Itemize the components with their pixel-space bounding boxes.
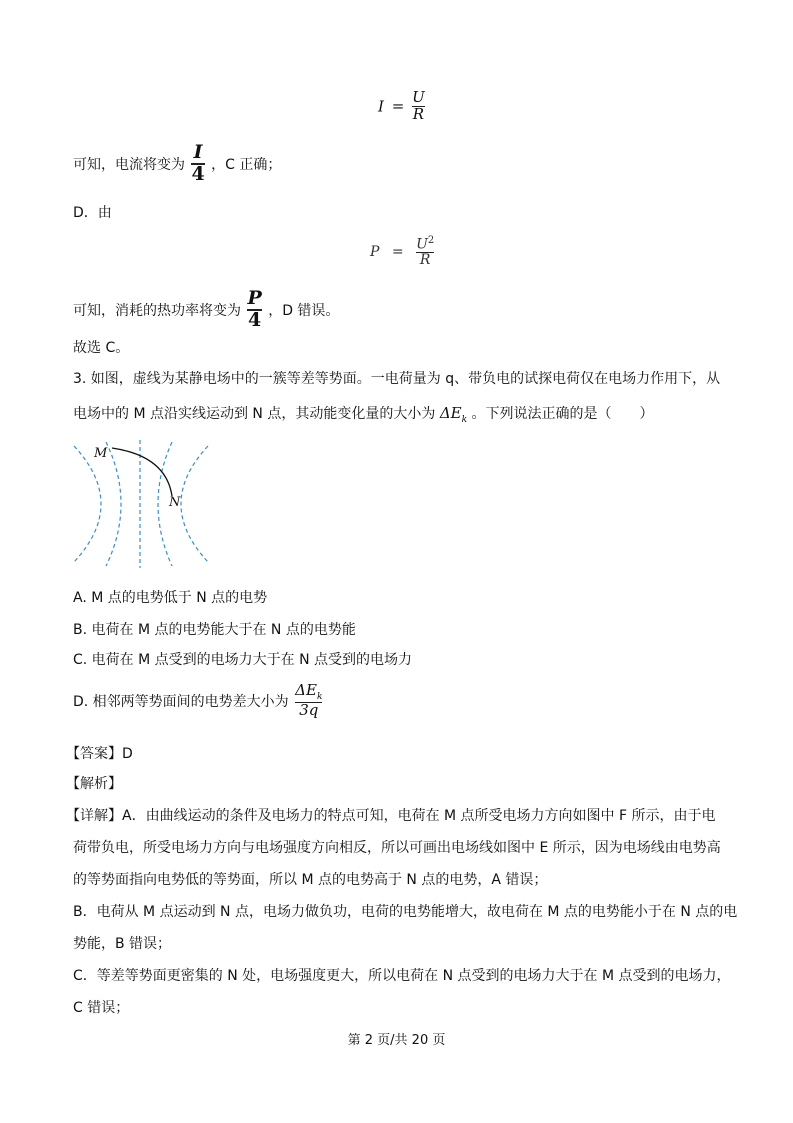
- answer-line: 【答案】D: [66, 746, 133, 762]
- power-line-den: 4: [247, 308, 262, 331]
- delta-ek-main: ΔE: [439, 404, 462, 422]
- current-line: [73, 143, 281, 185]
- power-num-wrap: [416, 236, 434, 252]
- choose-line: 故选 C。: [73, 340, 130, 356]
- current-frac-den: 4: [191, 162, 205, 185]
- page-footer: 第 2 页/共 20 页: [347, 1033, 446, 1048]
- trajectory-curve: [112, 448, 172, 496]
- option-b: B. 电荷在 M 点的电势能大于在 N 点的电势能: [73, 622, 356, 638]
- option-a: A. M 点的电势低于 N 点的电势: [73, 590, 268, 606]
- label-m: M: [94, 446, 108, 461]
- explanation-line-7: C 错误；: [73, 1000, 130, 1016]
- ohm-lhs: I: [378, 97, 384, 116]
- ohm-formula: [378, 90, 425, 123]
- equipotential-line-left-inner: [106, 442, 121, 566]
- delta-ek-symbol: [439, 404, 468, 425]
- equipotential-line-left-outer: [74, 446, 101, 562]
- delta-ek-sub: k: [461, 415, 468, 425]
- power-eq: =: [391, 244, 404, 261]
- option-d-intro: D．由: [73, 205, 112, 221]
- power-sup: 2: [427, 235, 435, 246]
- equipotential-figure: [68, 436, 218, 572]
- ohm-fraction: [412, 90, 425, 123]
- explanation-line-3: 的等势面指向电势低的等势面，所以 M 点的电势高于 N 点的电势，A 错误；: [73, 872, 548, 888]
- explanation-line-2: 荷带负电，所受电场力方向与电场强度方向相反，所以可画出电场线如图中 E 所示，因为电场线由电势高: [73, 840, 721, 856]
- current-frac-num: I: [193, 141, 203, 163]
- option-d-fraction: [295, 683, 322, 719]
- power-prefix: 可知，消耗的热功率将变为: [73, 302, 241, 319]
- label-n: N: [169, 495, 181, 510]
- current-prefix: 可知，电流将变为: [73, 156, 185, 173]
- question-line-2-suffix: 。下列说法正确的是（ ）: [471, 406, 654, 422]
- power-line-fraction: [247, 289, 261, 331]
- explanation-line-5: 势能，B 错误；: [73, 936, 172, 952]
- power-line: [73, 289, 339, 331]
- question-line-1: 3. 如图，虚线为某静电场中的一簇等差等势面。一电荷量为 q、带负电的试探电荷仅在电场力作用下，从: [73, 371, 721, 387]
- power-line-num: P: [247, 287, 262, 309]
- option-d-prefix: D. 相邻两等势面间的电势差大小为: [73, 694, 289, 711]
- equipotential-line-right-outer: [181, 446, 208, 562]
- option-d-num-sub: k: [316, 692, 323, 702]
- option-d-den: 3q: [299, 701, 319, 720]
- explanation-line-1: 【详解】A．由曲线运动的条件及电场力的特点可知，电荷在 M 点所受电场力方向如图中 F 所示，由于电: [66, 808, 716, 824]
- power-num: U: [416, 236, 428, 253]
- question-line-2: [73, 403, 654, 425]
- power-formula: [370, 236, 434, 268]
- option-d-num: [295, 683, 322, 702]
- option-d-num-main: ΔE: [295, 681, 317, 699]
- ohm-eq: =: [391, 97, 405, 116]
- ohm-num: U: [412, 88, 425, 106]
- option-c: C. 电荷在 M 点受到的电场力大于在 N 点受到的电场力: [73, 652, 413, 668]
- power-fraction: [416, 236, 434, 268]
- power-lhs: P: [370, 244, 380, 261]
- current-fraction: [191, 143, 204, 185]
- ohm-den: R: [412, 104, 425, 123]
- power-den: R: [419, 252, 431, 269]
- explanation-line-4: B．电荷从 M 点运动到 N 点，电场力做负功，电荷的电势能增大，故电荷在 M 点的电势能小于在 N 点的电: [73, 904, 738, 920]
- question-line-2-prefix: 电场中的 M 点沿实线运动到 N 点，其动能变化量的大小为: [73, 406, 436, 422]
- current-suffix: ，C 正确；: [211, 156, 282, 173]
- power-suffix: ，D 错误。: [268, 302, 340, 319]
- explanation-line-6: C．等差等势面更密集的 N 处，电场强度更大，所以电荷在 N 点受到的电场力大于在 M 点受到的电场力，: [73, 968, 731, 984]
- option-d: [73, 683, 322, 719]
- analysis-label: 【解析】: [66, 776, 122, 792]
